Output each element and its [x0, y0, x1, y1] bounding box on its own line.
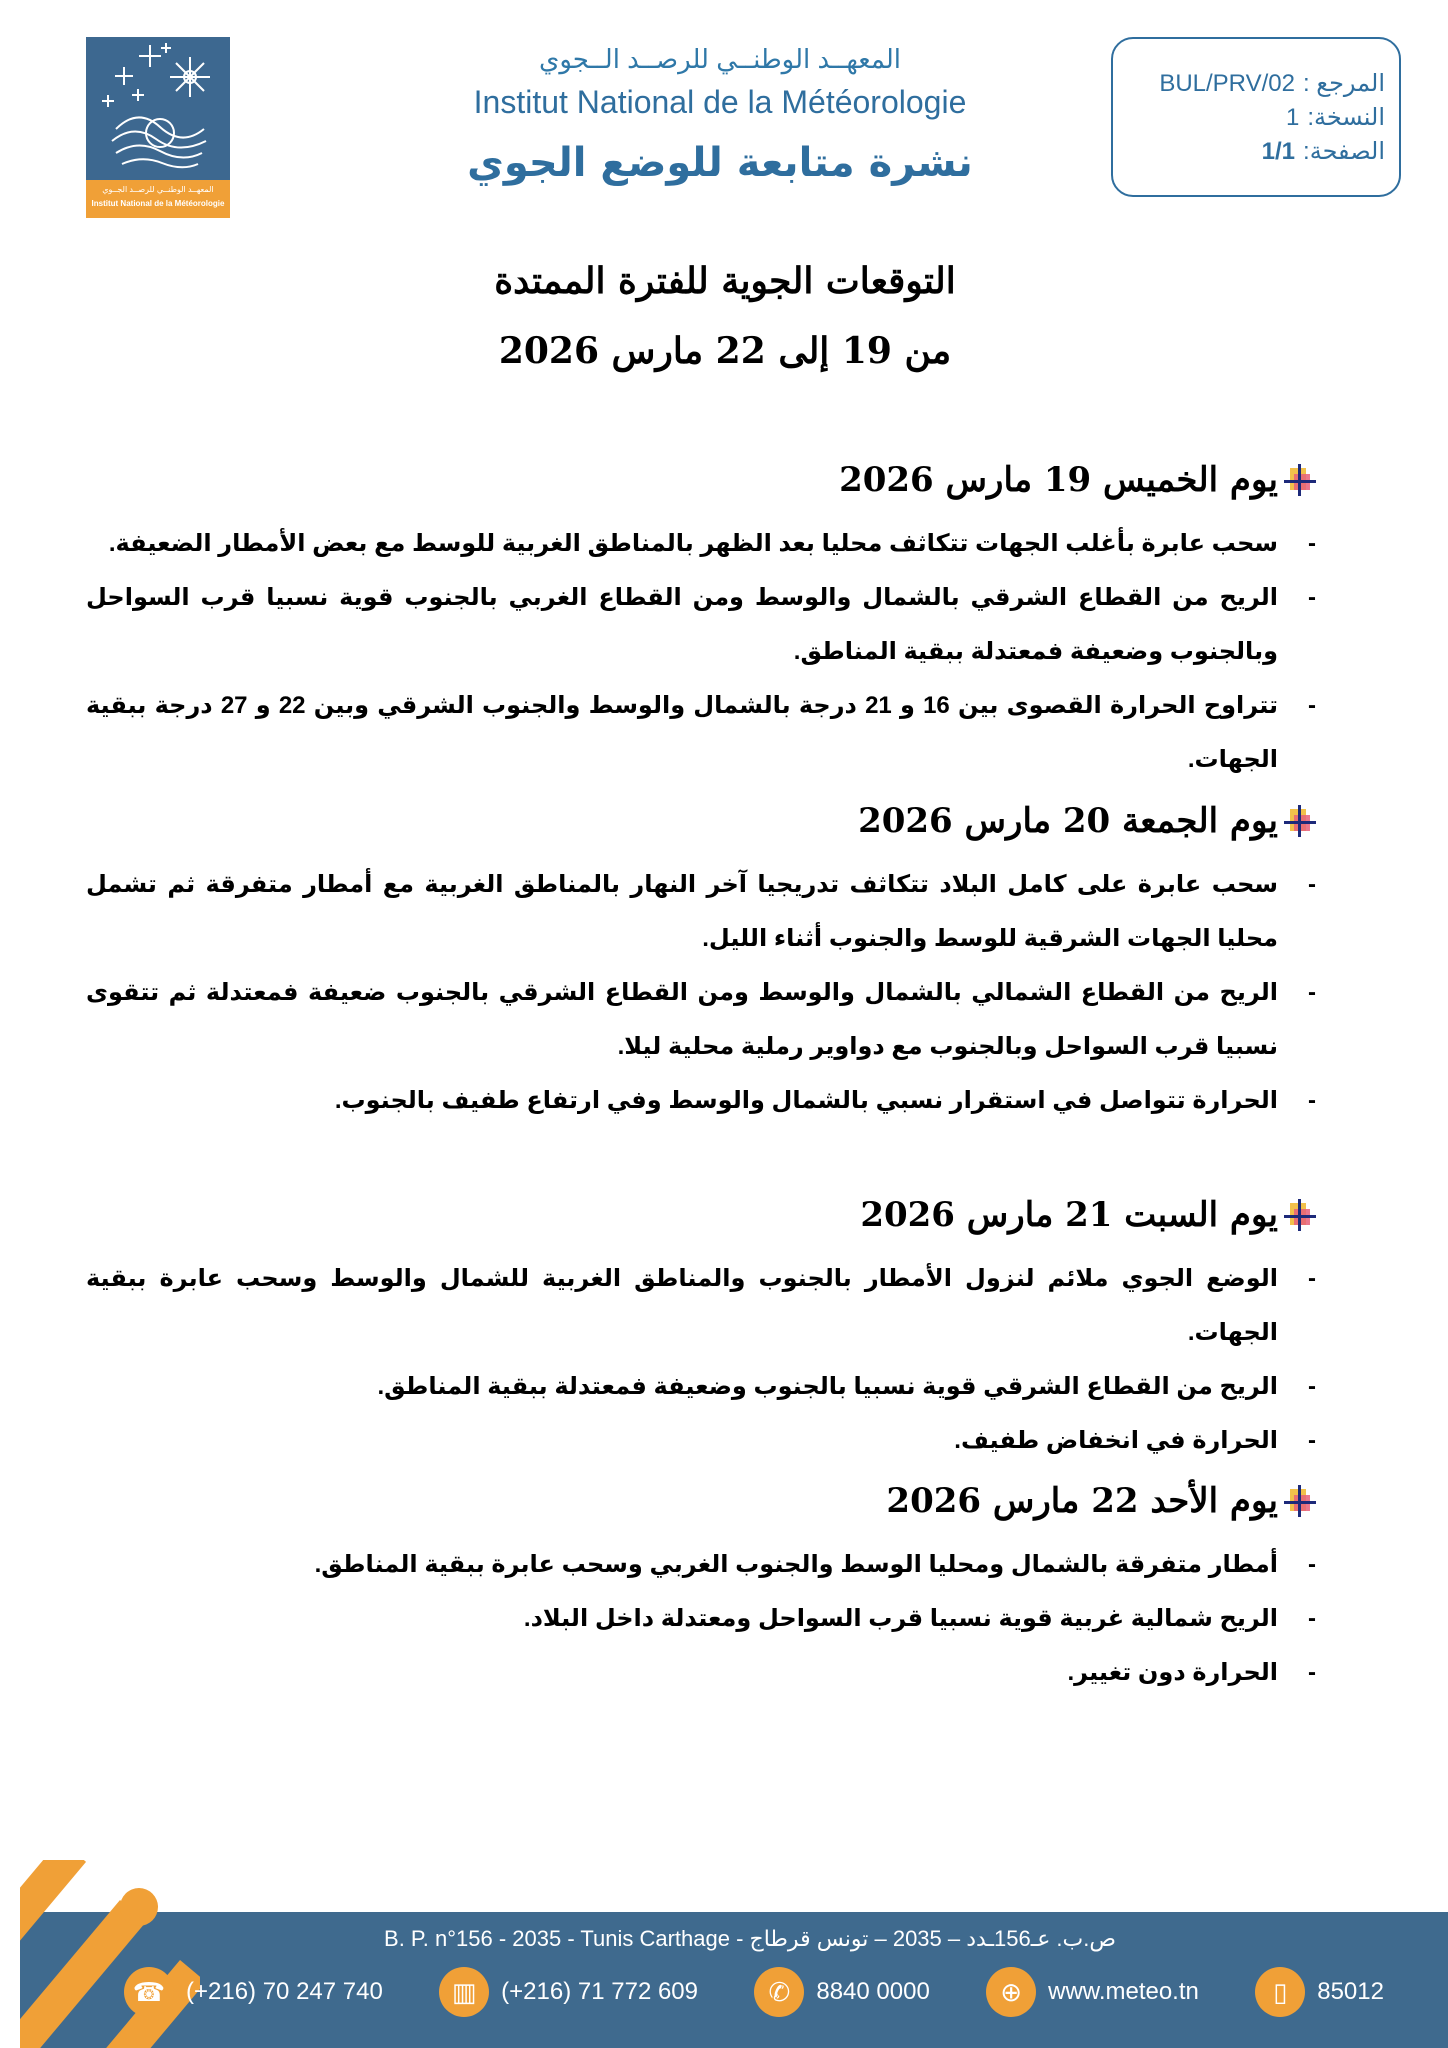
- day-section-sunday: [86, 1476, 1316, 1700]
- forecast-item: - الريح من القطاع الشمالي بالشمال والوسط ومن القطاع الشرقي بالجنوب ضعيفة فمعتدلة ثم تتقوى نسبيا قرب السواحل وبالجنوب مع دواوير رملية محلية ليلا.: [86, 966, 1316, 1074]
- contact-website[interactable]: [986, 1967, 1199, 2017]
- bullet-cross-icon: [1284, 1199, 1316, 1231]
- footer-address: B. P. n°156 - 2035 - Tunis Carthage - ص.ب. عـ156ـدد – 2035 – تونس قرطاج: [384, 1926, 1116, 1951]
- day-title: يوم الجمعة 20 مارس 2026: [858, 801, 1278, 841]
- institute-logo: [86, 37, 230, 218]
- hotline-icon: ✆: [754, 1967, 804, 2017]
- reference-value: BUL/PRV/02: [1159, 70, 1295, 97]
- day-heading: [86, 796, 1316, 846]
- forecast-list: [86, 858, 1316, 1128]
- version-value: 1: [1285, 104, 1300, 131]
- forecast-item: - الحرارة دون تغيير.: [86, 1646, 1316, 1700]
- forecast-item: - سحب عابرة بأغلب الجهات تتكاثف محليا بعد الظهر بالمناطق الغربية للوسط مع بعض الأمطار الضعيفة.: [86, 517, 1316, 571]
- day-title: يوم الأحد 22 مارس 2026: [886, 1481, 1278, 1521]
- logo-caption-band: [86, 180, 230, 218]
- contact-hotline-text: 8840 0000: [816, 1978, 930, 2005]
- day-section-thursday: [86, 455, 1316, 787]
- contact-fax: [439, 1967, 698, 2017]
- day-title: يوم الخميس 19 مارس 2026: [839, 460, 1278, 500]
- forecast-item: - سحب عابرة على كامل البلاد تتكاثف تدريجيا آخر النهار بالمناطق الغربية مع أمطار متفرقة ثم تشمل محليا الجهات الشرقية للوسط والجنوب أثناء الليل.: [86, 858, 1316, 966]
- forecast-item: - الريح من القطاع الشرقي بالشمال والوسط ومن القطاع الغربي بالجنوب قوية نسبيا قرب السواحل وبالجنوب وضعيفة فمعتدلة ببقية المناطق.: [86, 571, 1316, 679]
- version-row: [1113, 101, 1399, 135]
- forecast-item: - الريح من القطاع الشرقي قوية نسبيا بالجنوب وضعيفة فمعتدلة ببقية المناطق.: [86, 1360, 1316, 1414]
- reference-box: [1111, 37, 1401, 197]
- contact-website-text[interactable]: www.meteo.tn: [1048, 1978, 1199, 2005]
- forecast-item: - أمطار متفرقة بالشمال ومحليا الوسط والجنوب الغربي وسحب عابرة ببقية المناطق.: [86, 1538, 1316, 1592]
- bulletin-title: نشرة متابعة للوضع الجوي: [467, 140, 973, 186]
- forecast-item: - الوضع الجوي ملائم لنزول الأمطار بالجنوب والمناطق الغربية للشمال والوسط وسحب عابرة ببقية الجهات.: [86, 1252, 1316, 1360]
- day-section-saturday: [86, 1190, 1316, 1468]
- bullet-cross-icon: [1284, 1485, 1316, 1517]
- version-label: النسخة:: [1307, 104, 1385, 131]
- page-label: الصفحة:: [1303, 138, 1385, 165]
- institute-name-fr: Institut National de la Météorologie: [473, 84, 967, 120]
- contact-fax-text: (+216) 71 772 609: [501, 1978, 698, 2005]
- forecast-item: - الحرارة تتواصل في استقرار نسبي بالشمال والوسط وفي ارتفاع طفيف بالجنوب.: [86, 1074, 1316, 1128]
- day-title: يوم السبت 21 مارس 2026: [860, 1195, 1278, 1235]
- page-value: 1/1: [1261, 138, 1296, 165]
- contact-phone-text: (+216) 70 247 740: [186, 1978, 383, 2005]
- day-section-friday: [86, 796, 1316, 1128]
- logo-stars-sea-icon: [86, 37, 230, 180]
- forecast-item: - الريح شمالية غربية قوية نسبيا قرب السواحل ومعتدلة داخل البلاد.: [86, 1592, 1316, 1646]
- contact-phone: [124, 1967, 383, 2017]
- institute-name-ar: المعهــد الوطنــي للرصــد الــجوي: [538, 44, 902, 74]
- logo-caption-ar: المعهــد الوطنــي للرصــد الجــوي: [102, 185, 214, 194]
- forecast-list: [86, 1538, 1316, 1700]
- forecast-list: [86, 1252, 1316, 1468]
- contact-sms: [1255, 1967, 1384, 2017]
- contact-sms-text: 85012: [1317, 1978, 1384, 2005]
- reference-label: المرجع :: [1302, 70, 1385, 97]
- page-row: [1113, 135, 1399, 169]
- mobile-icon: ▯: [1255, 1967, 1305, 2017]
- forecast-item: - الحرارة في انخفاض طفيف.: [86, 1414, 1316, 1468]
- bullet-cross-icon: [1284, 805, 1316, 837]
- forecast-item: - تتراوح الحرارة القصوى بين 16 و 21 درجة بالشمال والوسط والجنوب الشرقي وبين 22 و 27 درجة ببقية الجهات.: [86, 679, 1316, 787]
- document-period: من 19 إلى 22 مارس 2026: [498, 330, 952, 372]
- day-heading: [86, 455, 1316, 505]
- reference-row: [1113, 67, 1399, 101]
- logo-caption-fr: Institut National de la Météorologie: [91, 199, 225, 208]
- contact-hotline: [754, 1967, 929, 2017]
- fax-icon: ▥: [439, 1967, 489, 2017]
- globe-icon: ⊕: [986, 1967, 1036, 2017]
- footer-decoration: [20, 1860, 200, 2048]
- forecast-list: [86, 517, 1316, 787]
- document-title: التوقعات الجوية للفترة الممتدة: [494, 260, 956, 302]
- phone-icon: ☎: [124, 1967, 174, 2017]
- footer-contacts: [124, 1966, 1384, 2018]
- bullet-cross-icon: [1284, 464, 1316, 496]
- day-heading: [86, 1476, 1316, 1526]
- day-heading: [86, 1190, 1316, 1240]
